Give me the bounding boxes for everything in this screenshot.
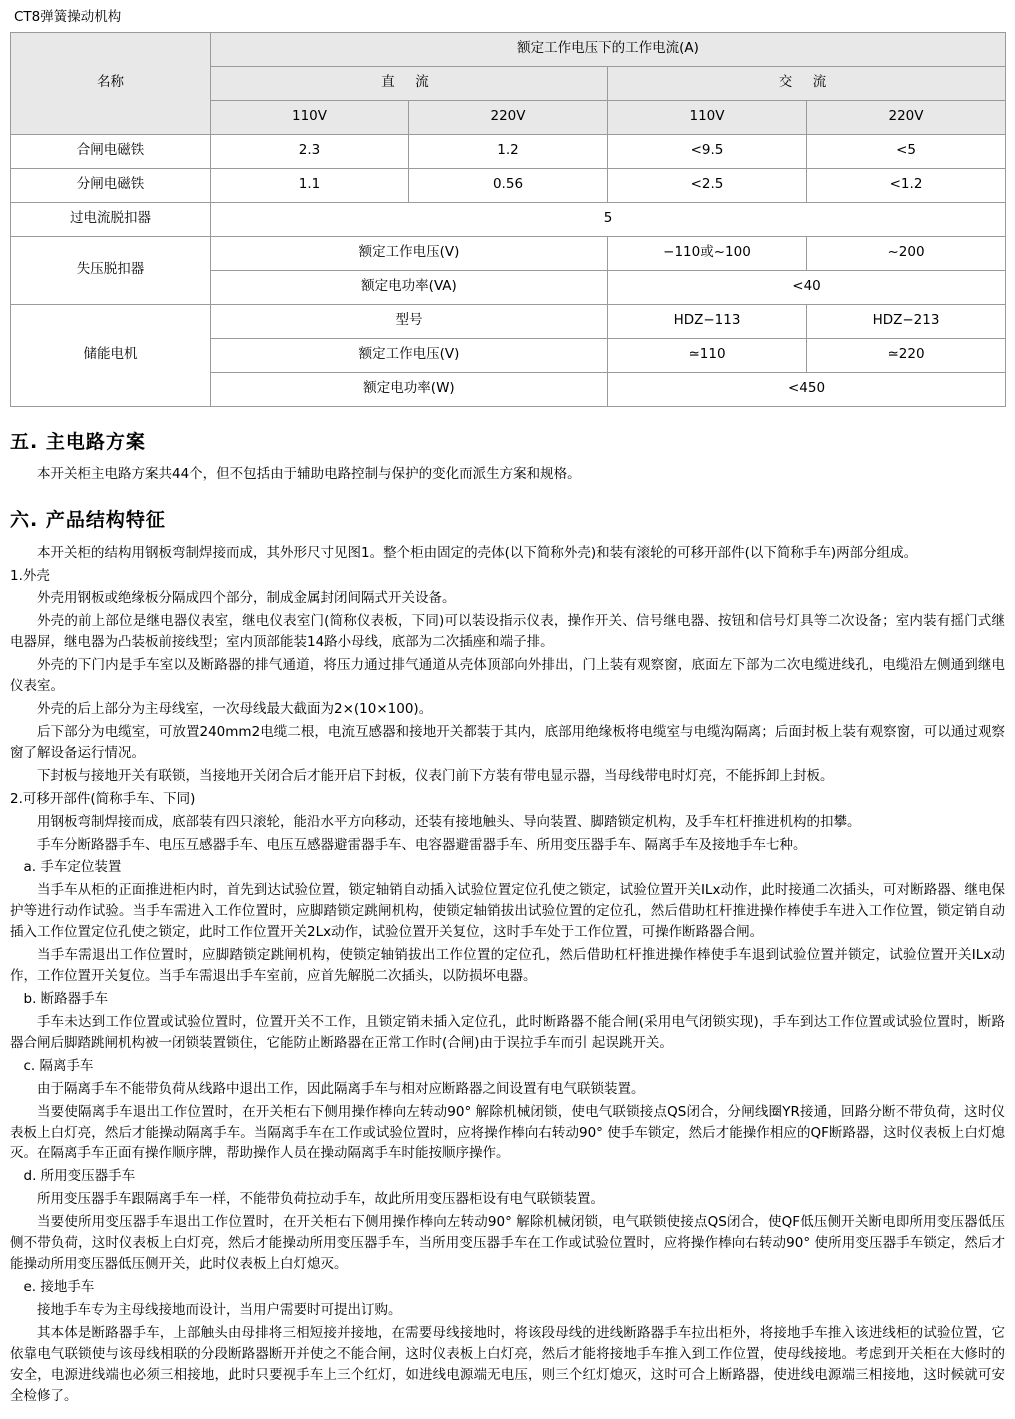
sub1-p2: 外壳的前上部位是继电器仪表室，继电仪表室门(简称仪表板，下同)可以装设指示仪表，操作开关、信号继电器、按钮和信号灯具等二次设备；室内装有摇门式继电器屏，继电器为凸装板前接线型；室内顶部能装14路小母线，底部为二次插座和端子排。	[10, 613, 1005, 651]
cell-motor-r1-v2: HDZ−213	[807, 304, 1006, 338]
cell-dc-label: 直 流	[211, 66, 608, 100]
cell-undervoltage-r1-label: 额定工作电压(V)	[211, 236, 608, 270]
table-row	[11, 134, 1006, 168]
subsection-1-title: 1.外壳	[10, 567, 50, 584]
cell-ac-label: 交 流	[608, 66, 1006, 100]
section-heading-5: 五. 主电路方案	[10, 430, 146, 453]
table-row	[11, 236, 1006, 270]
item-e-p2: 其本体是断路器手车，上部触头由母排将三相短接并接地，在需要母线接地时，将该段母线的进线断路器手车拉出柜外，将接地手车推入该进线柜的试验位置，它依靠电气联锁使与该母线相联的分段断路器断开并使之不能合闸，这时仪表板上白灯亮，然后才能将接地手车推入到工作位置，使母线接地。考虑到开关柜在大修时的安全，电源进线端也必须三相接地，此时只要视手车上三个红灯，如进线电源端无电压，则三个红灯熄灭，这时可合上断路器，使进线电源端三相接地，这时候就可安全检修了。	[10, 1324, 1005, 1404]
cell-undervoltage-r1-dc: −110或~100	[608, 236, 807, 270]
cell-motor-r2-label: 额定工作电压(V)	[211, 338, 608, 372]
item-b-title: b. 断路器手车	[23, 991, 109, 1008]
item-c-p1: 由于隔离手车不能带负荷从线路中退出工作，因此隔离手车与相对应断路器之间设置有电气联锁装置。	[37, 1080, 645, 1097]
item-d-p2: 当要使所用变压器手车退出工作位置时，在开关柜右下侧用操作棒向左转动90° 解除机械闭锁，电气联锁使接点QS闭合，使QF低压侧开关断电即所用变压器低压侧不带负荷，这时仪表板上白灯亮，然后才能操动所用变压器手车，当所用变压器手车在工作或试验位置时，应将操作棒向右转动90° 使所用变压器手车锁定，然后才能操动所用变压器低压侧开关，此时仪表板上白灯熄灭。	[10, 1214, 1005, 1273]
cell-dc-220: 220V	[409, 100, 608, 134]
spec-table	[10, 32, 1006, 407]
item-c-p2: 当要使隔离手车退出工作位置时，在开关柜右下侧用操作棒向左转动90° 解除机械闭锁，使电气联锁接点QS闭合，分闸线圈YR接通，回路分断不带负荷，这时仪表板上白灯亮，然后才能操动隔离手车。当隔离手车在工作或试验位置时，应将操作棒向右转动90° 使手车锁定，然后才能操作相应的QF断路器，这时仪表板上白灯熄灭。在隔离手车正面有操作顺序牌，帮助操作人员在操动隔离手车时能按顺序操作。	[10, 1103, 1005, 1162]
cell-name-header: 名称	[11, 32, 211, 134]
item-d-title: d. 所用变压器手车	[23, 1168, 136, 1185]
cell-undervoltage-name: 失压脱扣器	[11, 236, 211, 304]
sub1-p5: 后下部分为电缆室，可放置240mm2电缆二根，电流互感器和接地开关都装于其内，底部用绝缘板将电缆室与电缆沟隔离；后面封板上装有观察窗，可以通过观察窗了解设备运行情况。	[10, 723, 1005, 761]
cell-motor-r1-label: 型号	[211, 304, 608, 338]
cell-motor-r1-v1: HDZ−113	[608, 304, 807, 338]
cell-row0-dc220: 1.2	[409, 134, 608, 168]
cell-motor-r2-v2: ≃220	[807, 338, 1006, 372]
section6-intro: 本开关柜的结构用钢板弯制焊接而成，其外形尺寸见图1。整个柜由固定的壳体(以下简称外壳)和装有滚轮的可移开部件(以下简称手车)两部分组成。	[37, 544, 918, 561]
subsection-2-title: 2.可移开部件(简称手车、下同)	[10, 790, 196, 807]
sub2-p2: 手车分断路器手车、电压互感器手车、电压互感器避雷器手车、电容器避雷器手车、所用变压器手车、隔离手车及接地手车七种。	[37, 836, 807, 853]
item-a-p1: 当手车从柜的正面推进柜内时，首先到达试验位置，锁定轴销自动插入试验位置定位孔使之锁定，试验位置开关ILx动作，此时接通二次插头，可对断路器、继电保护等进行动作试验。当手车需进入工作位置时，应脚踏锁定跳闸机构，使锁定轴销拔出试验位置的定位孔，然后借助杠杆推进操作棒使手车进入工作位置，锁定销自动插入工作位置定位孔使之锁定，此时工作位置开关2Lx动作，试验位置开关复位，这时手车处于工作位置，可操作断路器合闸。	[10, 882, 1005, 941]
cell-undervoltage-r2-label: 额定电功率(VA)	[211, 270, 608, 304]
cell-undervoltage-r1-ac: ~200	[807, 236, 1006, 270]
item-b-p1: 手车未达到工作位置或试验位置时，位置开关不工作，且锁定销未插入定位孔，此时断路器不能合闸(采用电气闭锁实现)，手车到达工作位置或试验位置时，断路器合闸后脚踏跳闸机构被一闭锁装置锁住，它能防止断路器在正常工作时(合闸)由于误拉手车而引 起误跳开关。	[10, 1013, 1005, 1051]
cell-motor-r2-v1: ≃110	[608, 338, 807, 372]
section-heading-6: 六. 产品结构特征	[10, 509, 166, 532]
cell-undervoltage-r2-value: <40	[608, 270, 1006, 304]
item-d-p1: 所用变压器手车跟隔离手车一样，不能带负荷拉动手车，故此所用变压器柜设有电气联锁装置。	[37, 1191, 604, 1208]
sub1-p6: 下封板与接地开关有联锁，当接地开关闭合后才能开启下封板，仪表门前下方装有带电显示器，当母线带电时灯亮，不能拆卸上封板。	[37, 767, 834, 784]
cell-row1-ac220: <1.2	[807, 168, 1006, 202]
cell-motor-r3-value: <450	[608, 372, 1006, 406]
table-row	[11, 202, 1006, 236]
cell-row0-dc110: 2.3	[211, 134, 409, 168]
cell-overcurrent-value: 5	[211, 202, 1006, 236]
table-row	[11, 32, 1006, 66]
sub1-p3: 外壳的下门内是手车室以及断路器的排气通道，将压力通过排气通道从壳体顶部向外排出，门上装有观察窗，底面左下部为二次电缆进线孔，电缆沿左侧通到继电仪表室。	[10, 657, 1005, 695]
item-c-title: c. 隔离手车	[23, 1057, 94, 1074]
cell-overcurrent-name: 过电流脱扣器	[11, 202, 211, 236]
cell-ac-220: 220V	[807, 100, 1006, 134]
cell-ac-110: 110V	[608, 100, 807, 134]
item-a-title: a. 手车定位装置	[23, 859, 122, 876]
sub1-p4: 外壳的后上部分为主母线室，一次母线最大截面为2×(10×100)。	[37, 701, 433, 718]
cell-row1-dc220: 0.56	[409, 168, 608, 202]
table-row	[11, 304, 1006, 338]
cell-row0-ac110: <9.5	[608, 134, 807, 168]
cell-row0-ac220: <5	[807, 134, 1006, 168]
cell-motor-name: 储能电机	[11, 304, 211, 406]
cell-row1-name: 分闸电磁铁	[11, 168, 211, 202]
sub2-p1: 用钢板弯制焊接而成，底部装有四只滚轮，能沿水平方向移动，还装有接地触头、导向装置、脚踏锁定机构，及手车杠杆推进机构的扣攀。	[37, 813, 861, 830]
item-e-title: e. 接地手车	[23, 1279, 95, 1295]
sub1-p1: 外壳用钢板或绝缘板分隔成四个部分，制成金属封闭间隔式开关设备。	[37, 590, 456, 607]
cell-motor-r3-label: 额定电功率(W)	[211, 372, 608, 406]
cell-row0-name: 合闸电磁铁	[11, 134, 211, 168]
cell-dc-110: 110V	[211, 100, 409, 134]
item-a-p2: 当手车需退出工作位置时，应脚踏锁定跳闸机构，使锁定轴销拔出工作位置的定位孔，然后借助杠杆推进操作棒使手车退到试验位置并锁定，试验位置开关ILx动作，工作位置开关复位。当手车需退出手车室前，应首先解脱二次插头，以防损坏电器。	[10, 947, 1005, 985]
section5-paragraph: 本开关柜主电路方案共44个，但不包括由于辅助电路控制与保护的变化而派生方案和规格。	[37, 466, 581, 483]
cell-current-group: 额定工作电压下的工作电流(A)	[211, 32, 1006, 66]
table-caption: CT8弹簧操动机构	[14, 9, 122, 25]
cell-row1-ac110: <2.5	[608, 168, 807, 202]
table-row	[11, 168, 1006, 202]
item-e-p1: 接地手车专为主母线接地而设计，当用户需要时可提出订购。	[37, 1301, 402, 1318]
cell-row1-dc110: 1.1	[211, 168, 409, 202]
